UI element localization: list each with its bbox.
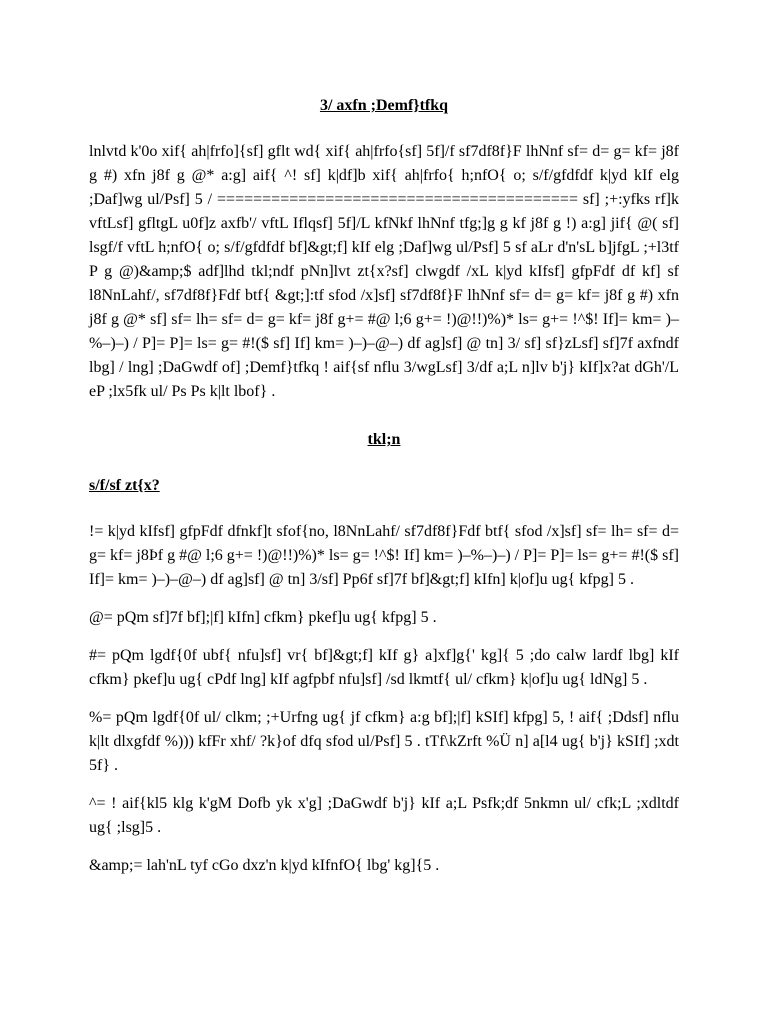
section-heading: tkl;n	[367, 431, 401, 448]
clause-6: ^= ! aif{kl5 klg k'gM Dofb yk x'g] ;DaGwdf b'j} kIf a;L Psfk;df 5nkmn ul/ cfk;L ;xdltdf ug{ ;lsg]5 .	[89, 795, 679, 836]
clause-7: &amp;= lah'nL tyf cGo dxz'n k|yd kIfnfO{ lbg' kg]{5 .	[89, 857, 440, 874]
clause-2: @= pQm sf]7f bf];|f] kIfn] cfkm} pkef]u ug{ kfpg] 5 .	[89, 609, 437, 626]
document-title: 3/ axfn ;Demf}tfkq	[319, 97, 449, 114]
clause-1: != k|yd kIfsf] gfpFdf dfnkf]t sfof{no, l8NnLahf/ sf7df8f}Fdf btf{ sfod /x]sf] sf= lh= sf= d= g= kf= j8Þf g #@ l;6 g+= !)@!!)%)* ls= g= !^$! If] km= )–%–)–) / P]= P]= ls= g+= #!($ sf] If]= km= )–)–@–) df ag]sf] @ tn] 3/sf] Pp6f sf]7f bf]&gt;f] kIfn] k|of]u ug{ kfpg] 5 .	[89, 523, 679, 588]
terms-subheading: s/f/sf zt{x?	[89, 477, 160, 494]
intro-paragraph: lnlvtd k'0o xif{ ah|frfo]{sf] gflt wd{ xif{ ah|frfo{sf] 5f]/f sf7df8f}F lhNnf sf= d= g= kf= j8f g #) xfn j8f g @* a:g] aif{ ^! sf] k|df]b xif{ ah|frfo{ h;nfO{ o; s/f/gfdfdf k|yd kIf elg ;Daf]wg ul/Psf] 5 / ======================================== sf] ;+:yfks rf]k vftLsf] gfltgL u0f]z axfb'/ vftL Iflqsf] 5f]/L kfNkf lhNnf tfg;]g g kf j8f g !) a:g] jif{ @( sf] lsgf/f vftL h;nfO{ o; s/f/gfdfdf bf]&gt;f] kIf elg ;Daf]wg ul/Psf] 5 sf aLr d'n'sL b]jfgL ;+l3tf P g @)&amp;$ adf]lhd tkl;ndf pNn]lvt zt{x?sf] clwgdf /xL k|yd kIfsf] gfpFdf df kf] sf l8NnLahf/, sf7df8f}Fdf btf{ &gt;]:tf sfod /x]sf] sf7df8f}F lhNnf sf= d= g= kf= j8f g #) xfn j8f g @* sf] sf= lh= sf= d= g= kf= j8f g+= #@ l;6 g+= !)@!!)%)* ls= g+= !^$! If]= km= )–%–)–) / P]= P]= ls= g= #!($ sf] If] km= )–)–@–) df ag]sf] @ tn] 3/ sf] sf}zLsf] sf]7f axfndf lbg] / lng] ;DaGwdf of] ;Demf}tfkq ! aif{sf nflu 3/wgLsf] 3/df a;L n]lv b'j} kIf]x?at dGh'/L eP ;lx5fk ul/ Ps Ps k|lt lbof} .	[89, 143, 679, 400]
clause-3: #= pQm lgdf{0f ubf{ nfu]sf] vr{ bf]&gt;f] kIf g} a]xf]g{' kg]{ 5 ;do calw lardf lbg] kIf cfkm} pkef]u ug{ cPdf lng] kIf agfpbf nfu]sf] /sd lkmtf{ ul/ cfkm} k|of]u ug{ ldNg] 5 .	[89, 647, 679, 688]
clause-5: %= pQm lgdf{0f ul/ clkm; ;+Urfng ug{ jf cfkm} a:g bf];|f] kSIf] kfpg] 5, ! aif{ ;Ddsf] nflu k|lt dlxgfdf %))) kfFr xhf/ ?k}of dfq sfod ul/Psf] 5 . tTf\kZrft %Ü n] a[l4 ug{ b'j} kSIf] ;xdt 5f} .	[89, 709, 679, 774]
document-page	[89, 94, 679, 892]
